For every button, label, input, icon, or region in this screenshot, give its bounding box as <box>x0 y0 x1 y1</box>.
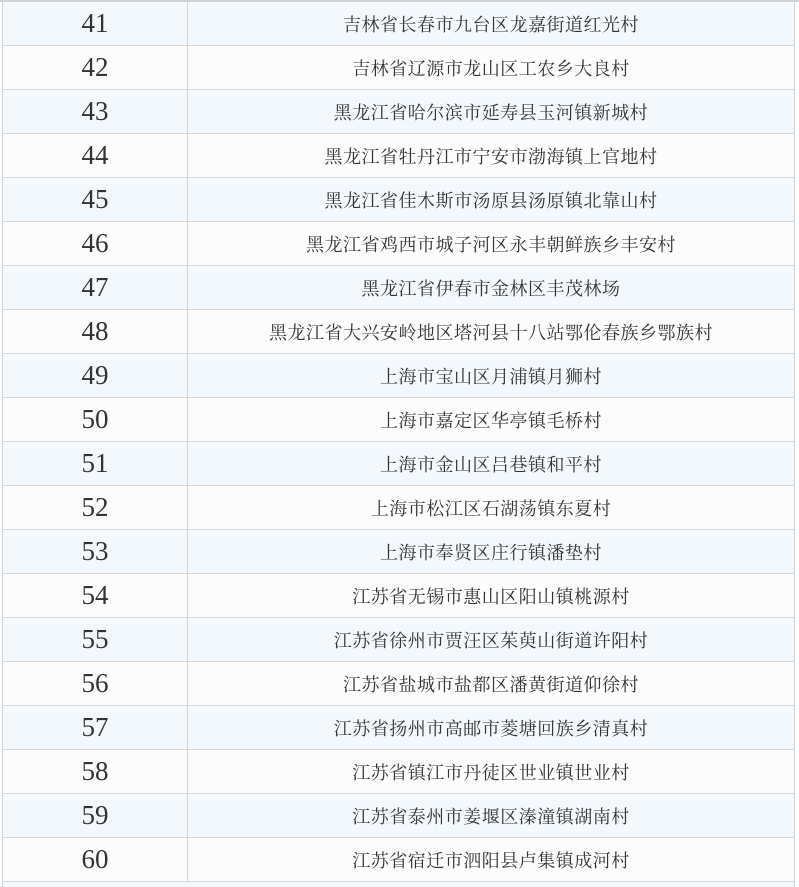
table-row <box>2 530 795 574</box>
village-name-cell: 江苏省泰州市姜堰区溱潼镇湖南村 <box>188 794 795 837</box>
row-number-cell: 53 <box>2 530 188 573</box>
table-row <box>2 266 795 310</box>
table-row <box>2 222 795 266</box>
table-row <box>2 486 795 530</box>
row-number-cell: 47 <box>2 266 188 309</box>
table-row <box>2 398 795 442</box>
table-row <box>2 794 795 838</box>
row-number-cell: 59 <box>2 794 188 837</box>
village-name-cell: 吉林省长春市九台区龙嘉街道红光村 <box>188 2 795 45</box>
village-name-cell: 上海市松江区石湖荡镇东夏村 <box>188 486 795 529</box>
village-name-cell: 江苏省徐州市贾汪区茱萸山街道许阳村 <box>188 618 795 661</box>
village-name-cell: 江苏省镇江市丹徒区世业镇世业村 <box>188 750 795 793</box>
village-name-cell: 上海市金山区吕巷镇和平村 <box>188 442 795 485</box>
village-name-cell: 上海市宝山区月浦镇月狮村 <box>188 354 795 397</box>
table-row <box>2 442 795 486</box>
table-row <box>2 706 795 750</box>
row-number-cell: 44 <box>2 134 188 177</box>
village-name-cell: 黑龙江省伊春市金林区丰茂林场 <box>188 266 795 309</box>
village-name-cell: 黑龙江省大兴安岭地区塔河县十八站鄂伦春族乡鄂族村 <box>188 310 795 353</box>
table-row <box>2 46 795 90</box>
village-name-cell: 江苏省无锡市惠山区阳山镇桃源村 <box>188 574 795 617</box>
row-number-cell: 60 <box>2 838 188 881</box>
row-number-cell: 46 <box>2 222 188 265</box>
table-row <box>2 750 795 794</box>
table-row <box>2 574 795 618</box>
village-name-cell: 黑龙江省哈尔滨市延寿县玉河镇新城村 <box>188 90 795 133</box>
row-number-cell: 50 <box>2 398 188 441</box>
row-number-cell: 48 <box>2 310 188 353</box>
village-name-cell: 江苏省盐城市盐都区潘黄街道仰徐村 <box>188 662 795 705</box>
table-row <box>2 90 795 134</box>
row-number-cell: 57 <box>2 706 188 749</box>
table-row <box>2 354 795 398</box>
row-number-cell: 54 <box>2 574 188 617</box>
table-row <box>2 2 795 46</box>
row-number-cell: 58 <box>2 750 188 793</box>
village-name-cell: 江苏省宿迁市泗阳县卢集镇成河村 <box>188 838 795 881</box>
village-table <box>2 2 795 887</box>
row-number-cell: 52 <box>2 486 188 529</box>
next-row-sliver <box>2 882 795 887</box>
row-number-cell: 51 <box>2 442 188 485</box>
village-name-cell: 黑龙江省牡丹江市宁安市渤海镇上官地村 <box>188 134 795 177</box>
row-number-cell: 49 <box>2 354 188 397</box>
village-name-cell: 江苏省扬州市高邮市菱塘回族乡清真村 <box>188 706 795 749</box>
row-number-cell: 45 <box>2 178 188 221</box>
row-number-cell: 42 <box>2 46 188 89</box>
row-number-cell: 55 <box>2 618 188 661</box>
table-row <box>2 618 795 662</box>
table-row <box>2 662 795 706</box>
village-name-cell: 吉林省辽源市龙山区工农乡大良村 <box>188 46 795 89</box>
village-name-cell: 黑龙江省鸡西市城子河区永丰朝鲜族乡丰安村 <box>188 222 795 265</box>
village-name-cell: 黑龙江省佳木斯市汤原县汤原镇北靠山村 <box>188 178 795 221</box>
row-number-cell: 43 <box>2 90 188 133</box>
village-name-cell: 上海市嘉定区华亭镇毛桥村 <box>188 398 795 441</box>
table-row <box>2 310 795 354</box>
row-number-cell: 41 <box>2 2 188 45</box>
row-number-cell: 56 <box>2 662 188 705</box>
table-row <box>2 178 795 222</box>
table-row <box>2 838 795 882</box>
table-row <box>2 134 795 178</box>
village-name-cell: 上海市奉贤区庄行镇潘垫村 <box>188 530 795 573</box>
